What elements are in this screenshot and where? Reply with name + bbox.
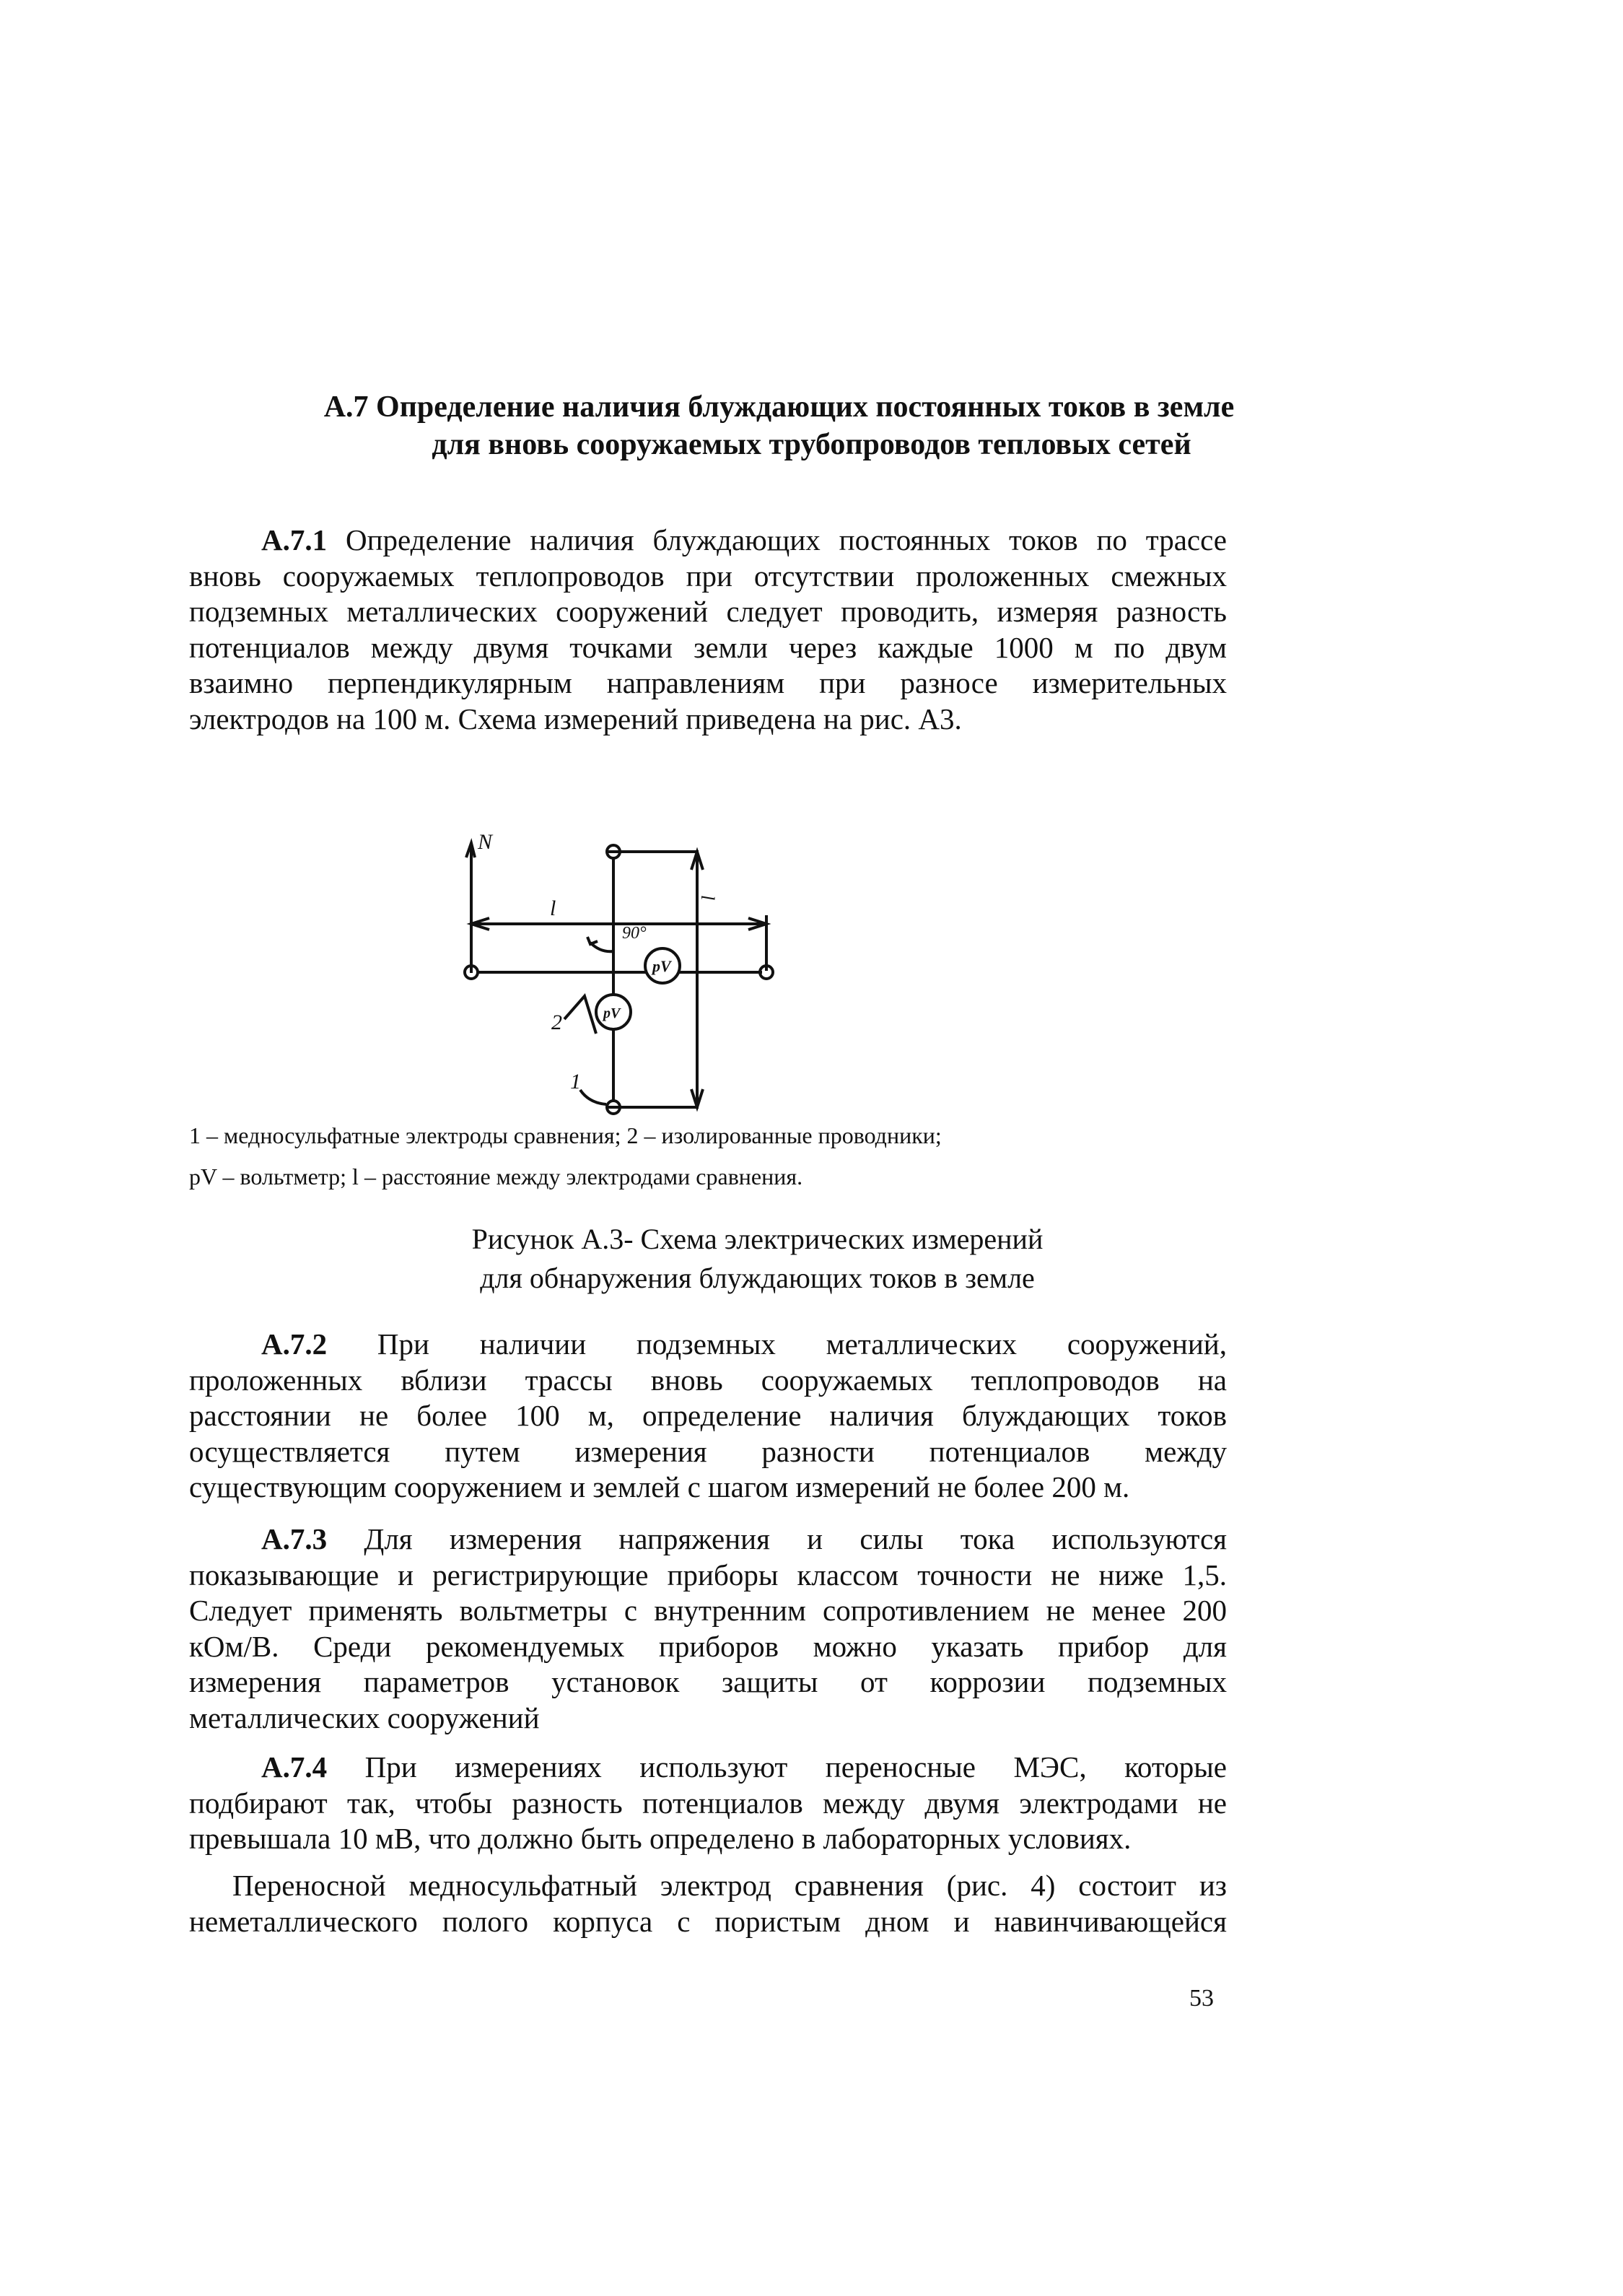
paragraph-line: подземных металлических сооружений следует проводить, измеряя разность xyxy=(189,595,1227,628)
paragraph-line xyxy=(189,523,1227,559)
label-1: 1 xyxy=(570,1070,581,1094)
paragraph-number: А.7.1 xyxy=(261,523,328,556)
paragraph-line: Следует применять вольтметры с внутренним сопротивлением не менее 200 xyxy=(189,1594,1227,1627)
paragraph-a72 xyxy=(189,1327,1227,1506)
paragraph-a71 xyxy=(189,523,1227,737)
paragraph-line xyxy=(189,1327,1227,1363)
paragraph-line: проложенных вблизи трассы вновь сооружаемых теплопроводов на xyxy=(189,1363,1227,1397)
label-voltmeter-vertical: pV xyxy=(603,1005,621,1021)
section-heading-line-1: А.7 Определение наличия блуждающих постоянных токов в земле xyxy=(323,390,1235,424)
paragraph-line: Переносной медносульфатный электрод сравнения (рис. 4) состоит из xyxy=(232,1869,1227,1902)
label-l-horizontal: l xyxy=(550,896,556,920)
paragraph-text: Определение наличия блуждающих постоянных токов по трассе xyxy=(345,523,1227,556)
paragraph-line: вновь сооружаемых теплопроводов при отсутствии проложенных смежных xyxy=(189,559,1227,593)
paragraph-line xyxy=(189,1750,1227,1786)
label-2: 2 xyxy=(551,1010,562,1034)
figure-caption xyxy=(0,1220,1623,1298)
paragraph-line: измерения параметров установок защиты от коррозии подземных xyxy=(189,1665,1227,1698)
paragraph-a73 xyxy=(189,1522,1227,1736)
paragraph-line: неметаллического полого корпуса с пористым дном и навинчивающейся xyxy=(189,1904,1227,1938)
figure-legend-line-2: pV – вольтметр; l – расстояние между электродами сравнения. xyxy=(189,1164,803,1190)
section-heading xyxy=(0,388,1623,463)
figure-caption-line-2: для обнаружения блуждающих токов в земле xyxy=(480,1262,1035,1294)
paragraph-a74 xyxy=(189,1750,1227,1857)
figure-legend-line-1: 1 – медносульфатные электроды сравнения; 2 – изолированные проводники; xyxy=(189,1122,942,1148)
paragraph-line: существующим сооружением и землей с шагом измерений не более 200 м. xyxy=(189,1470,1130,1503)
section-heading-line-2: для вновь сооружаемых трубопроводов тепловых сетей xyxy=(432,428,1191,461)
label-north: N xyxy=(478,830,493,854)
paragraph-line: превышала 10 мВ, что должно быть определено в лабораторных условиях. xyxy=(189,1822,1132,1855)
angle-arrow-icon xyxy=(587,937,598,944)
paragraph-number: А.7.3 xyxy=(261,1522,328,1555)
paragraph-line: расстоянии не более 100 м, определение наличия блуждающих токов xyxy=(189,1399,1227,1432)
paragraph-number: А.7.2 xyxy=(261,1327,328,1361)
paragraph-line: электродов на 100 м. Схема измерений приведена на рис. А3. xyxy=(189,702,962,735)
paragraph-line: металлических сооружений xyxy=(189,1701,540,1734)
page-number: 53 xyxy=(1189,1985,1214,2012)
paragraph-number: А.7.4 xyxy=(261,1750,328,1784)
paragraph-line: кОм/В. Среди рекомендуемых приборов можно указать прибор для xyxy=(189,1629,1227,1663)
paragraph-line: потенциалов между двумя точками земли через каждые 1000 м по двум xyxy=(189,630,1227,664)
label-angle: 90° xyxy=(622,924,647,943)
paragraph-line: осуществляется путем измерения разности потенциалов между xyxy=(189,1434,1227,1468)
figure-caption-line-1: Рисунок А.3- Схема электрических измерений xyxy=(471,1223,1044,1255)
label-l-vertical: l xyxy=(697,895,718,901)
leader-line-2 xyxy=(564,996,596,1034)
paragraph-text: При измерениях используют переносные МЭС, которые xyxy=(364,1750,1228,1784)
label-voltmeter-horizontal: pV xyxy=(652,957,671,975)
paragraph-line xyxy=(189,1522,1227,1558)
paragraph-line: взаимно перпендикулярным направлениям при разносе измерительных xyxy=(189,666,1227,699)
paragraph-line: показывающие и регистрирующие приборы классом точности не ниже 1,5. xyxy=(189,1558,1227,1592)
paragraph-electrode xyxy=(189,1868,1227,1939)
paragraph-line: подбирают так, чтобы разность потенциалов между двумя электродами не xyxy=(189,1786,1227,1820)
paragraph-text: При наличии подземных металлических сооружений, xyxy=(377,1327,1227,1361)
paragraph-text: Для измерения напряжения и силы тока используются xyxy=(364,1522,1228,1555)
leader-line-1 xyxy=(580,1090,606,1104)
measurement-scheme-diagram xyxy=(433,830,808,1133)
